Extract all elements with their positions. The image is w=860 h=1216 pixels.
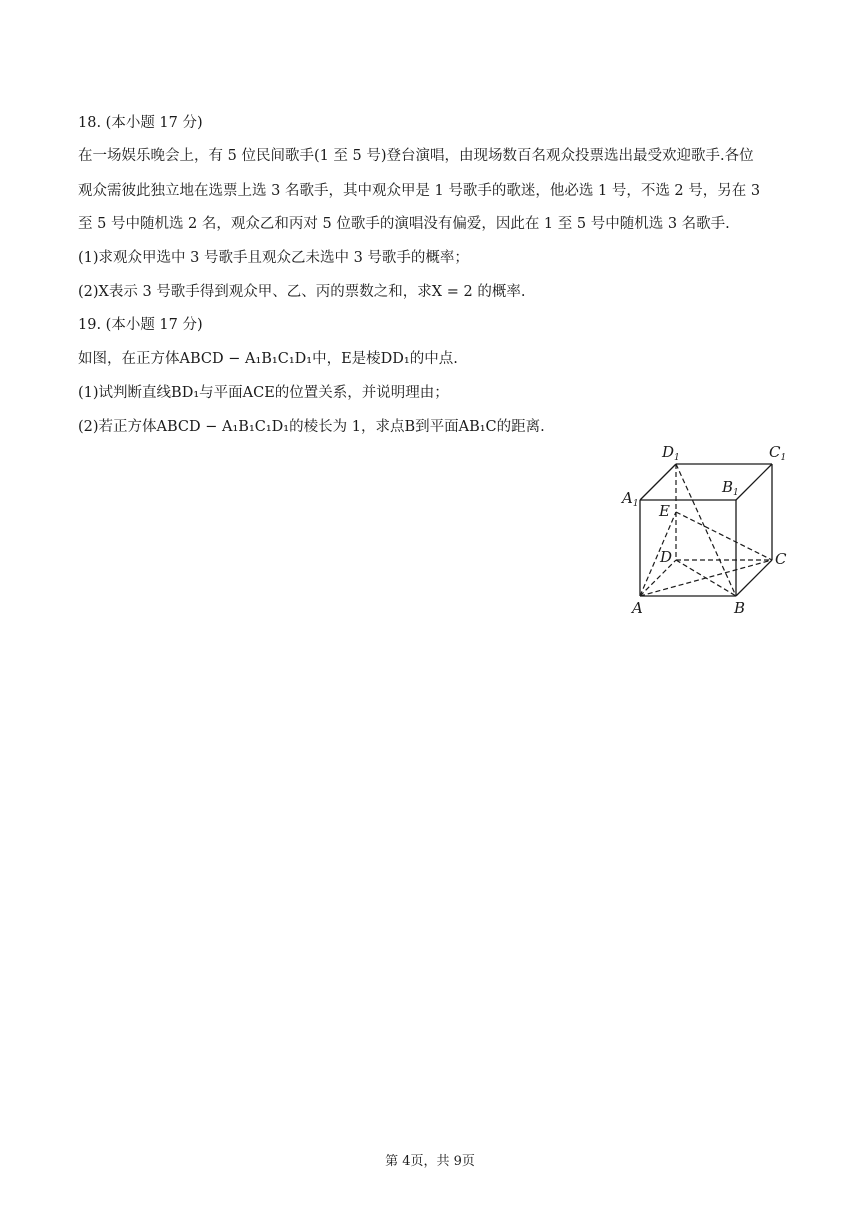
question-18-body-line-2: 观众需彼此独立地在选票上选 3 名歌手，其中观众甲是 1 号歌手的歌迷，他必选 1 号，不选 2 号，另在 3	[78, 183, 761, 199]
question-19-part-2: (2)若正方体ABCD − A₁B₁C₁D₁的棱长为 1，求点B到平面AB₁C的距离.	[78, 419, 545, 435]
question-18-header: 18. (本小题 17 分)	[78, 115, 203, 131]
label-c: C	[775, 550, 787, 568]
label-d: D	[660, 548, 673, 566]
edge-b-c	[736, 560, 772, 596]
cube-figure	[612, 440, 802, 620]
label-a1: $A_1$	[622, 489, 639, 509]
label-b1: $B_1$	[722, 478, 739, 498]
line-d-b	[676, 560, 736, 596]
label-b: B	[734, 599, 746, 617]
question-18-part-1: (1)求观众甲选中 3 号歌手且观众乙未选中 3 号歌手的概率；	[78, 250, 469, 266]
question-18-body-line-3: 至 5 号中随机选 2 名，观众乙和丙对 5 位歌手的演唱没有偏爱，因此在 1 至 5 号中随机选 3 名歌手.	[78, 216, 730, 232]
edge-a1-d1	[640, 464, 676, 500]
label-a: A	[632, 599, 643, 617]
question-19-part-1: (1)试判断直线BD₁与平面ACE的位置关系，并说明理由；	[78, 385, 449, 401]
question-18-part-2: (2)X表示 3 号歌手得到观众甲、乙、丙的票数之和，求X = 2 的概率.	[78, 284, 526, 300]
question-19-header: 19. (本小题 17 分)	[78, 317, 203, 333]
question-18-body-line-1: 在一场娱乐晚会上，有 5 位民间歌手(1 至 5 号)登台演唱，由现场数百名观众投票选出最受欢迎歌手.各位	[78, 148, 754, 164]
page-footer: 第 4页，共 9页	[385, 1154, 475, 1169]
label-c1: $C_1$	[769, 443, 787, 463]
question-19-body: 如图，在正方体ABCD − A₁B₁C₁D₁中，E是棱DD₁的中点.	[78, 351, 458, 367]
edge-b1-c1	[736, 464, 772, 500]
label-e: E	[659, 502, 670, 520]
line-e-c	[676, 512, 772, 560]
label-d1: $D_1$	[662, 443, 680, 463]
